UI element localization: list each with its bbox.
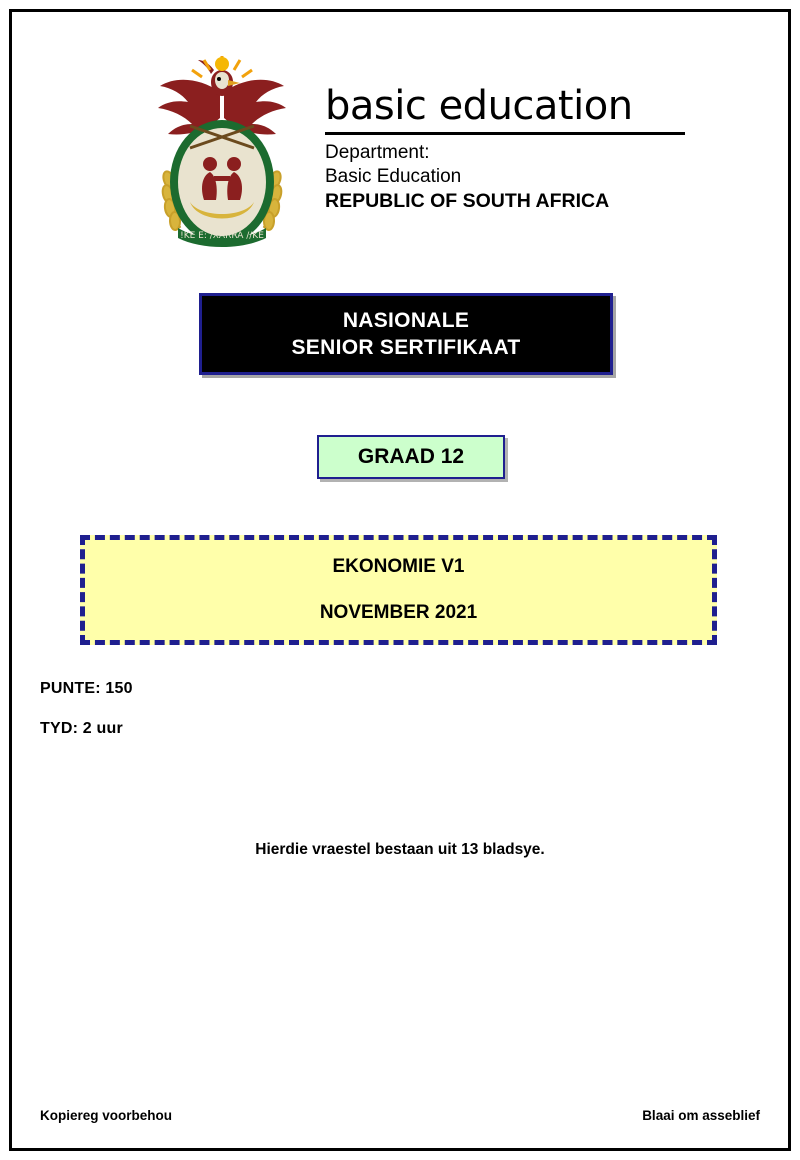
time-label: TYD: 2 uur bbox=[40, 720, 123, 737]
subject-box bbox=[80, 535, 717, 645]
grade-box bbox=[317, 435, 505, 479]
page-content bbox=[12, 12, 788, 1148]
country-name: REPUBLIC OF SOUTH AFRICA bbox=[325, 190, 610, 212]
certificate-line-1: NASIONALE bbox=[342, 309, 470, 332]
marks-label: PUNTE: 150 bbox=[40, 680, 133, 697]
pages-note: Hierdie vraestel bestaan uit 13 bladsye. bbox=[255, 841, 545, 858]
svg-text:!KE E: /XARRA //KE: !KE E: /XARRA //KE bbox=[180, 231, 264, 241]
brand-underline bbox=[325, 132, 685, 135]
certificate-title-box bbox=[199, 293, 613, 375]
brand-basic-education: basic education bbox=[325, 83, 633, 129]
department-name: Basic Education bbox=[325, 166, 462, 187]
subject-paper: EKONOMIE V1 bbox=[332, 556, 465, 577]
footer-copyright: Kopiereg voorbehou bbox=[40, 1108, 173, 1123]
subject-date: NOVEMBER 2021 bbox=[319, 602, 478, 623]
department-wordmark bbox=[325, 82, 695, 213]
certificate-line-2: SENIOR SERTIFIKAAT bbox=[291, 336, 521, 359]
document-header bbox=[142, 42, 722, 262]
footer-turn-over: Blaai om asseblief bbox=[642, 1108, 760, 1123]
south-african-coat-of-arms-icon bbox=[142, 52, 302, 252]
department-label: Department: bbox=[325, 142, 430, 163]
grade-label: GRAAD 12 bbox=[357, 445, 465, 468]
